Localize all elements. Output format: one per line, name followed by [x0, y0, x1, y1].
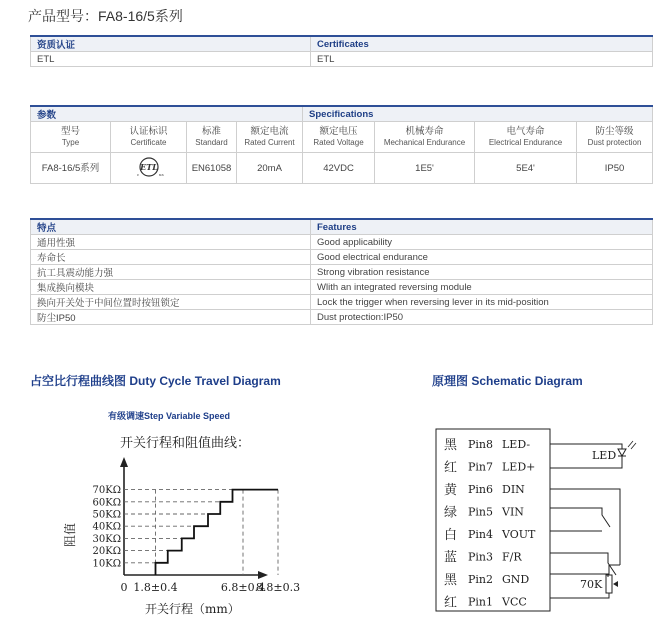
schematic-heading: 原理图 Schematic Diagram — [432, 374, 583, 388]
pin-number: Pin4 — [468, 528, 494, 541]
pin-signal: GND — [502, 573, 530, 586]
pin-color: 红 — [444, 460, 458, 476]
pin-color: 蓝 — [444, 550, 458, 566]
y-tick-label: 70KΩ — [92, 485, 121, 497]
pin-signal: VIN — [502, 505, 524, 519]
feature-cn: 换向开关处于中间位置时按钮锁定 — [31, 295, 311, 310]
feature-en: Strong vibration resistance — [311, 265, 653, 280]
features-head-en: Features — [311, 219, 653, 235]
pin-number: Pin7 — [468, 460, 494, 474]
etl-mark-icon — [132, 156, 166, 178]
pin-row — [444, 506, 524, 521]
cell-type: FA8-16/5系列 — [31, 153, 111, 184]
pin-signal: LED- — [502, 438, 531, 451]
table-row — [31, 280, 653, 295]
table-row — [31, 250, 653, 265]
col-dust: 防尘等级 Dust protection — [577, 122, 653, 153]
cell-certificate — [111, 153, 187, 184]
duty-subheading: 有级调速Step Variable Speed — [108, 411, 231, 421]
x-tick-label: 0 — [120, 581, 128, 594]
spec-head-cn: 参数 — [31, 106, 303, 122]
spec-head-en: Specifications — [303, 106, 653, 122]
wiper-arrow-icon — [613, 581, 618, 587]
col-certificate: 认证标识 Certificate — [111, 122, 187, 153]
feature-cn: 通用性强 — [31, 235, 311, 250]
x-tick-label: 6.8±0.4 — [220, 581, 266, 594]
cell-dust: IP50 — [577, 153, 653, 184]
col-standard: 标准 Standard — [187, 122, 237, 153]
cell-standard: EN61058 — [187, 153, 237, 184]
schematic-diagram — [432, 425, 668, 625]
col-rated-current: 额定电流 Rated Current — [237, 122, 303, 153]
specifications-table — [30, 105, 653, 184]
x-axis-label: 开关行程（mm） — [145, 602, 240, 616]
y-tick-label: 60KΩ — [92, 497, 121, 509]
duty-cycle-chart — [60, 425, 320, 625]
step-curve — [156, 490, 279, 575]
cert-value-cn: ETL — [31, 52, 311, 67]
pin-signal: DIN — [502, 483, 525, 496]
pin-number: Pin6 — [468, 483, 494, 496]
led-diode-icon — [618, 441, 636, 456]
pin-color: 白 — [444, 528, 458, 543]
pin-signal: LED+ — [502, 460, 536, 474]
pin-row — [444, 461, 535, 476]
table-row — [31, 310, 653, 325]
table-row — [31, 235, 653, 250]
cell-current: 20mA — [237, 153, 303, 184]
pin-row — [444, 438, 530, 453]
features-table — [30, 218, 653, 325]
x-axis-arrow-icon — [258, 571, 268, 579]
resistor-icon — [606, 575, 612, 593]
x-tick-label: 1.8±0.4 — [133, 581, 178, 594]
y-tick-label: 10KΩ — [92, 558, 121, 570]
pin-color: 绿 — [444, 505, 458, 521]
feature-en: Dust protection:IP50 — [311, 310, 653, 325]
pin-color: 红 — [444, 595, 458, 611]
fr-switch — [550, 553, 616, 577]
cert-head-cn: 资质认证 — [31, 36, 311, 52]
pin-row — [444, 528, 536, 543]
pin-color: 黑 — [444, 573, 458, 588]
led-label: LED — [592, 449, 617, 462]
svg-text:ETL: ETL — [139, 161, 158, 172]
feature-en: Wlith an integrated reversing module — [311, 280, 653, 295]
y-axis-label: 阻值 — [63, 522, 77, 548]
pin-color: 黑 — [444, 438, 458, 453]
cert-head-en: Certificates — [311, 36, 653, 52]
pin-row — [444, 483, 525, 498]
pin-signal: F/R — [502, 550, 522, 564]
pin-number: Pin2 — [468, 573, 494, 586]
pin-number: Pin1 — [468, 595, 494, 609]
y-tick-label: 20KΩ — [92, 546, 121, 558]
cert-value-en: ETL — [311, 52, 653, 67]
certificates-table — [30, 35, 653, 67]
svg-text:us: us — [158, 171, 164, 177]
y-tick-label: 30KΩ — [92, 533, 121, 545]
pin-number: Pin3 — [468, 550, 494, 564]
pin-number: Pin5 — [468, 505, 494, 519]
col-electrical: 电气寿命 Electrical Endurance — [475, 122, 577, 153]
product-title: 产品型号：FA8-16/5系列 — [28, 8, 183, 24]
pin-number: Pin8 — [468, 438, 494, 451]
col-mechanical: 机械寿命 Mechanical Endurance — [375, 122, 475, 153]
pin-signal: VOUT — [502, 528, 536, 541]
y-tick-label: 40KΩ — [92, 521, 121, 533]
features-head-cn: 特点 — [31, 219, 311, 235]
resistor-label: 70K — [580, 578, 603, 591]
x-tick-label: 8.8±0.3 — [255, 581, 301, 594]
y-tick-label: 50KΩ — [92, 509, 121, 521]
pin-color: 黄 — [444, 483, 458, 498]
feature-cn: 抗工具震动能力强 — [31, 265, 311, 280]
feature-cn: 集成换向模块 — [31, 280, 311, 295]
table-row — [31, 265, 653, 280]
vin-vout-switch — [550, 508, 610, 531]
col-rated-voltage: 额定电压 Rated Voltage — [303, 122, 375, 153]
feature-cn: 寿命长 — [31, 250, 311, 265]
svg-text:c: c — [136, 171, 139, 177]
pin-row — [444, 550, 522, 566]
duty-cycle-heading: 占空比行程曲线图 Duty Cycle Travel Diagram — [30, 374, 281, 388]
feature-cn: 防尘IP50 — [31, 310, 311, 325]
table-row — [31, 295, 653, 310]
col-type: 型号 Type — [31, 122, 111, 153]
chart-title: 开关行程和阻值曲线： — [120, 436, 251, 451]
pin-row — [444, 596, 527, 611]
cell-voltage: 42VDC — [303, 153, 375, 184]
feature-en: Good electrical endurance — [311, 250, 653, 265]
pin-row — [444, 573, 529, 588]
cell-mechanical: 1E5' — [375, 153, 475, 184]
feature-en: Good applicability — [311, 235, 653, 250]
feature-en: Lock the trigger when reversing lever in its mid-position — [311, 295, 653, 310]
cell-electrical: 5E4' — [475, 153, 577, 184]
pin-signal: VCC — [502, 595, 527, 609]
y-axis-arrow-icon — [120, 457, 128, 467]
